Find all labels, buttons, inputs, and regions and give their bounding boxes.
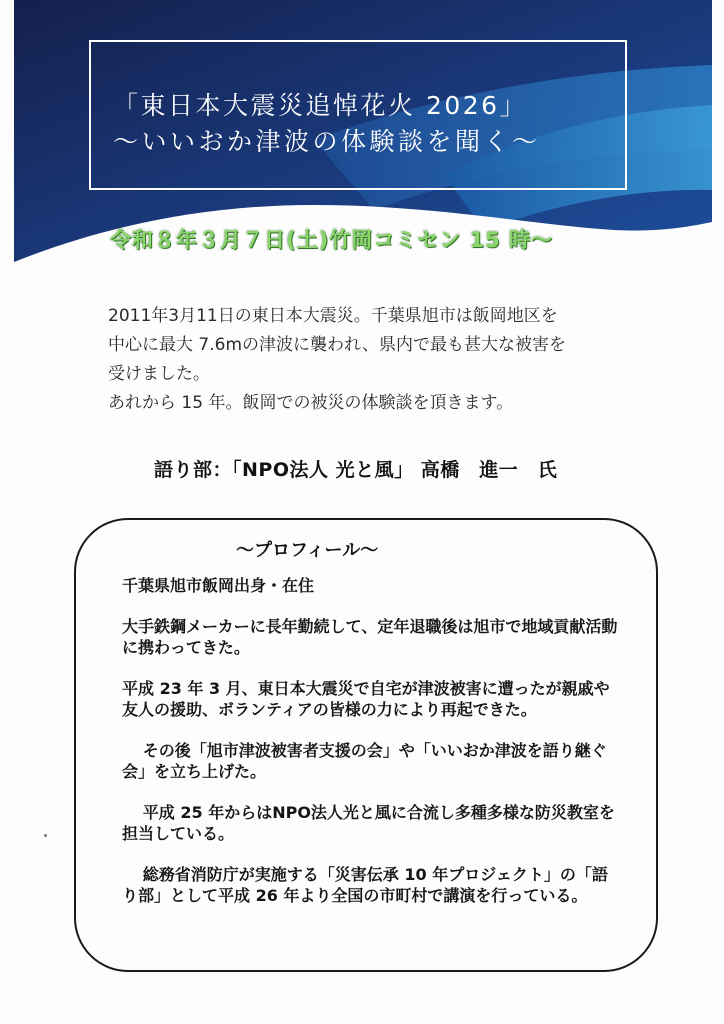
event-title: 「東日本大震災追悼花火 2026」 bbox=[113, 91, 528, 120]
profile-paragraph: 総務省消防庁が実施する「災害伝承 10 年プロジェクト」の「語り部」として平成 26 年より全国の市町村で講演を行っている。 bbox=[122, 865, 608, 905]
profile-paragraph: 平成 25 年からはNPO法人光と風に合流し多種多様な防災教室を担当している。 bbox=[122, 803, 615, 843]
intro-text bbox=[108, 302, 648, 418]
profile-paragraph: その後「旭市津波被害者支援の会」や「いいおか津波を語り継ぐ会」を立ち上げた。 bbox=[122, 741, 607, 781]
intro-line: 2011年3月11日の東日本大震災。千葉県旭市は飯岡地区を bbox=[108, 306, 558, 326]
intro-line: 受けました。 bbox=[108, 364, 210, 384]
profile-paragraph: 平成 23 年 3 月、東日本大震災で自宅が津波被害に遭ったが親戚や友人の援助、ボランティアの皆様の力により再起できた。 bbox=[122, 679, 610, 719]
profile-heading: ～プロフィール～ bbox=[236, 540, 379, 561]
scan-speck bbox=[44, 834, 47, 837]
intro-line: あれから 15 年。飯岡での被災の体験談を頂きます。 bbox=[108, 393, 514, 413]
profile-body bbox=[122, 575, 622, 926]
title-frame bbox=[89, 40, 627, 190]
event-subtitle: ～いいおか津波の体験談を聞く～ bbox=[113, 127, 541, 156]
event-date-venue: 令和８年３月７日(土)竹岡コミセン 15 時～ bbox=[110, 228, 554, 252]
profile-paragraph: 大手鉄鋼メーカーに長年勤続して、定年退職後は旭市で地域貢献活動に携わってきた。 bbox=[122, 617, 618, 657]
intro-line: 中心に最大 7.6mの津波に襲われ、県内で最も甚大な被害を bbox=[108, 335, 567, 355]
profile-paragraph: 千葉県旭市飯岡出身・在住 bbox=[122, 576, 315, 595]
storyteller-heading: 語り部：「NPO法人 光と風」 高橋 進一 氏 bbox=[154, 459, 558, 481]
